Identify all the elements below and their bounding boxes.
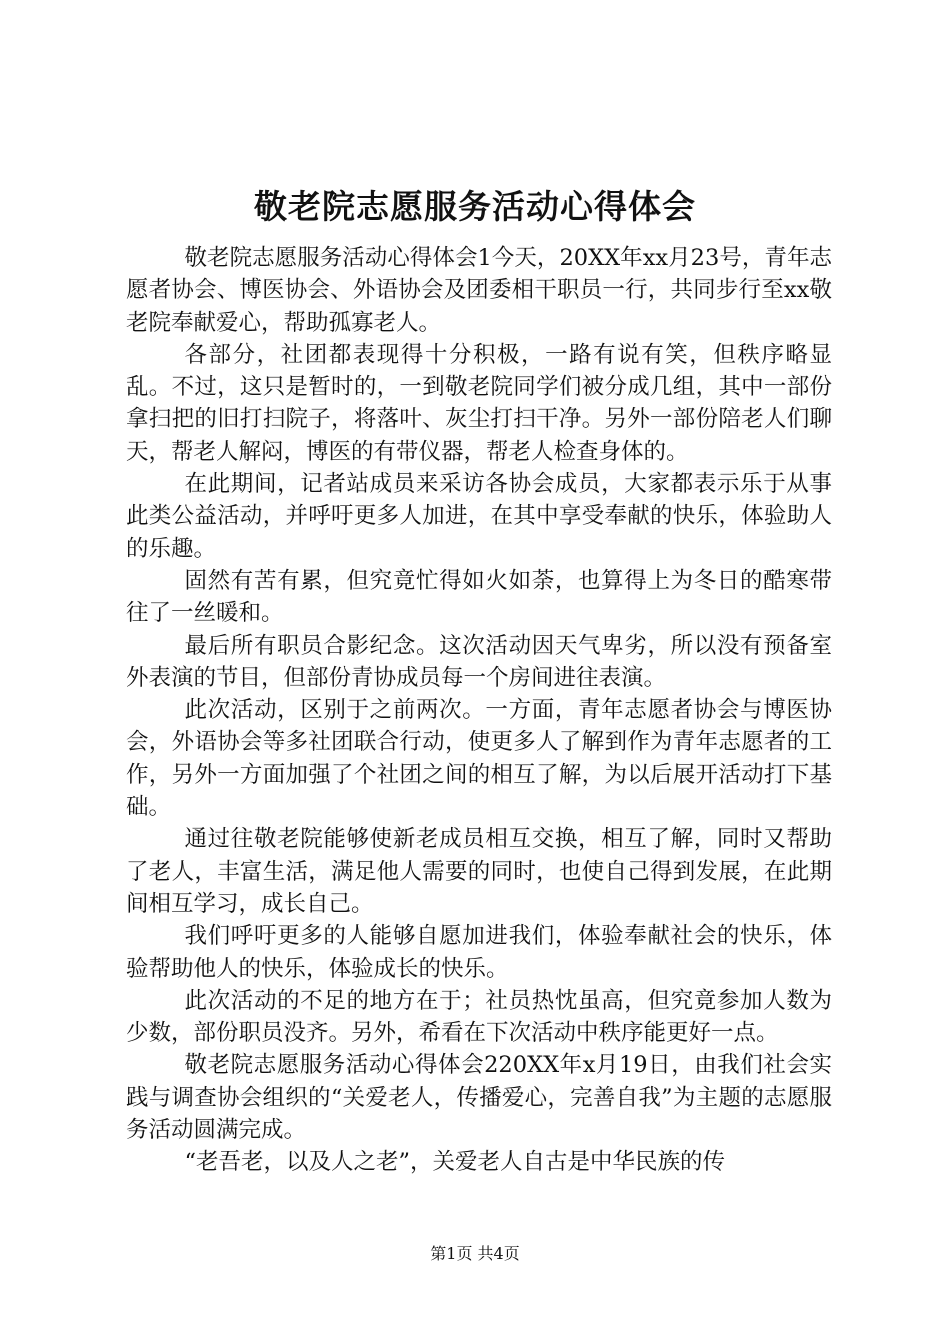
document-body: [126, 242, 832, 1179]
paragraph: 固然有苦有累，但究竟忙得如火如荼，也算得上为冬日的酷寒带往了一丝暖和。: [126, 567, 832, 627]
paragraph: “老吾老，以及人之老”，关爱老人自古是中华民族的传: [184, 1149, 726, 1176]
paragraph: 在此期间，记者站成员来采访各协会成员，大家都表示乐于从事此类公益活动，并呼吁更多人加进，在其中享受奉献的快乐，体验助人的乐趣。: [126, 471, 832, 562]
paragraph: 通过往敬老院能够使新老成员相互交换，相互了解，同时又帮助了老人，丰富生活，满足他人需要的同时，也使自己得到发展，在此期间相互学习，成长自己。: [126, 826, 832, 917]
paragraph: 此次活动的不足的地方在于；社员热忱虽高，但究竟参加人数为少数，部份职员没齐。另外，希看在下次活动中秩序能更好一点。: [126, 987, 832, 1047]
paragraph: 敬老院志愿服务活动心得体会1今天，20XX年xx月23号，青年志愿者协会、博医协会、外语协会及团委相干职员一行，共同步行至xx敬老院奉献爱心，帮助孤寡老人。: [126, 245, 832, 336]
page-number-footer: 第1页 共4页: [430, 1244, 520, 1263]
paragraph: 我们呼吁更多的人能够自愿加进我们，体验奉献社会的快乐，体验帮助他人的快乐，体验成长的快乐。: [126, 923, 832, 982]
paragraph: 最后所有职员合影纪念。这次活动因天气卑劣，所以没有预备室外表演的节目，但部份青协成员每一个房间进往表演。: [126, 632, 832, 691]
paragraph: 各部分，社团都表现得十分积极，一路有说有笑，但秩序略显乱。不过，这只是暂时的，一到敬老院同学们被分成几组，其中一部份拿扫把的旧打扫院子，将落叶、灰尘打扫干净。另外一部份陪老人们聊天，帮老人解闷，博医的有带仪器，帮老人检查身体的。: [126, 341, 832, 465]
document-title: 敬老院志愿服务活动心得体会: [254, 187, 696, 226]
paragraph: 敬老院志愿服务活动心得体会220XX年x月19日，由我们社会实践与调查协会组织的“关爱老人，传播爱心，完善自我”为主题的志愿服务活动圆满完成。: [126, 1052, 832, 1144]
paragraph: 此次活动，区别于之前两次。一方面，青年志愿者协会与博医协会，外语协会等多社团联合行动，使更多人了解到作为青年志愿者的工作，另外一方面加强了个社团之间的相互了解，为以后展开活动打下基础。: [126, 697, 832, 821]
